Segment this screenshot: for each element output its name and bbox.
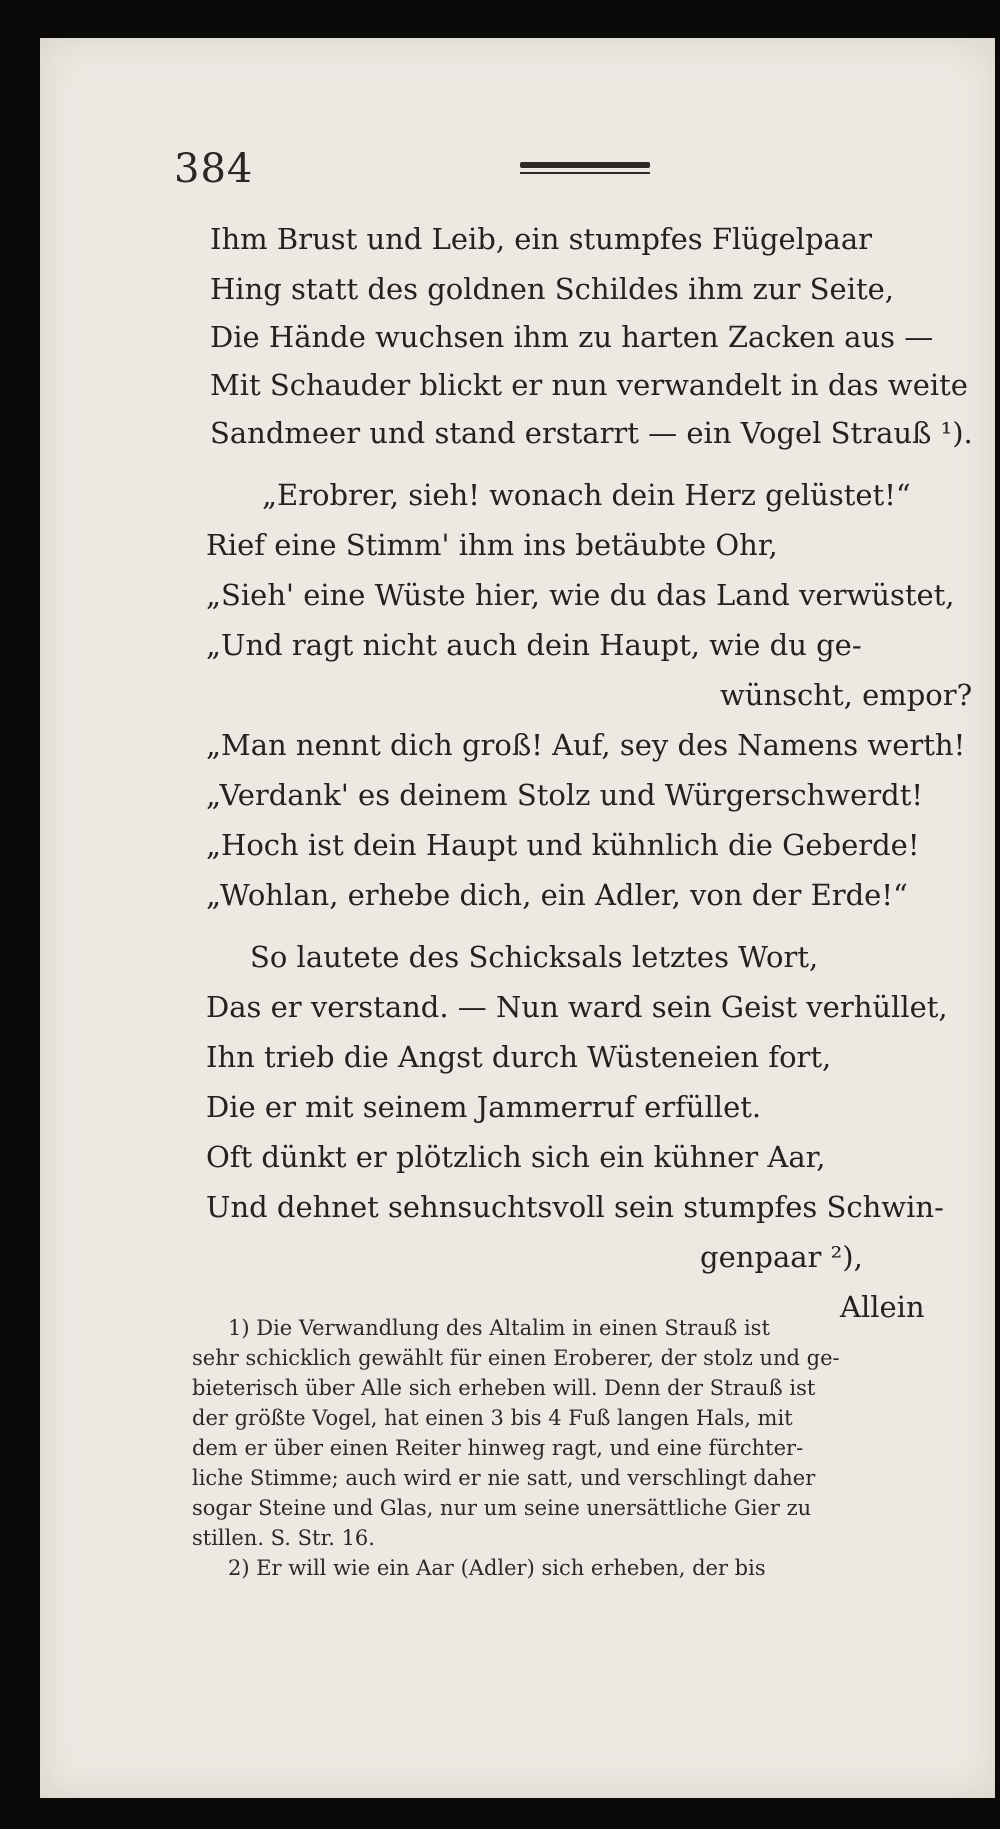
verse-line: „Man nennt dich groß! Auf, sey des Namens werth! [206,728,966,762]
verse-line: Die Hände wuchsen ihm zu harten Zacken aus — [210,320,934,354]
footnote-line: sehr schicklich gewählt für einen Eroberer, der stolz und ge- [192,1346,840,1370]
verse-line: Mit Schauder blickt er nun verwandelt in das weite [210,368,968,402]
catchword: Allein [840,1290,925,1324]
verse-line: Oft dünkt er plötzlich sich ein kühner Aar, [206,1140,826,1174]
verse-line: „Und ragt nicht auch dein Haupt, wie du ge- [206,628,862,662]
verse-line: „Wohlan, erhebe dich, ein Adler, von der Erde!“ [206,878,908,912]
verse-line: „Sieh' eine Wüste hier, wie du das Land verwüstet, [206,578,955,612]
footnote-line: 1) Die Verwandlung des Altalim in einen Strauß ist [228,1316,770,1340]
verse-line: Das er verstand. — Nun ward sein Geist verhüllet, [206,990,948,1024]
verse-line: Die er mit seinem Jammerruf erfüllet. [206,1090,762,1124]
footnote-line: sogar Steine und Glas, nur um seine unersättliche Gier zu [192,1496,812,1520]
ornament-thin-line [520,172,650,174]
ornament-thick-line [520,162,650,168]
verse-line: genpaar ²), [700,1240,863,1274]
page-number: 384 [174,146,254,192]
verse-line: So lautete des Schicksals letztes Wort, [250,940,819,974]
verse-line: Ihn trieb die Angst durch Wüsteneien fort, [206,1040,832,1074]
header-ornament-rule [520,162,650,176]
verse-line: Rief eine Stimm' ihm ins betäubte Ohr, [206,528,778,562]
footnote-line: liche Stimme; auch wird er nie satt, und verschlingt daher [192,1466,816,1490]
verse-line: Sandmeer und stand erstarrt — ein Vogel Strauß ¹). [210,416,973,450]
page-header [174,146,954,196]
footnote-line: 2) Er will wie ein Aar (Adler) sich erheben, der bis [228,1556,766,1580]
verse-line: „Erobrer, sieh! wonach dein Herz gelüstet!“ [262,478,911,512]
verse-line: Ihm Brust und Leib, ein stumpfes Flügelpaar [210,222,872,256]
verse-line: „Hoch ist dein Haupt und kühnlich die Geberde! [206,828,920,862]
footnote-line: der größte Vogel, hat einen 3 bis 4 Fuß langen Hals, mit [192,1406,793,1430]
verse-line: „Verdank' es deinem Stolz und Würgerschwerdt! [206,778,924,812]
verse-line: wünscht, empor? [720,678,973,712]
verse-line: Und dehnet sehnsuchtsvoll sein stumpfes Schwin- [206,1190,944,1224]
footnote-line: dem er über einen Reiter hinweg ragt, und eine fürchter- [192,1436,804,1460]
footnote-line: bieterisch über Alle sich erheben will. Denn der Strauß ist [192,1376,816,1400]
verse-line: Hing statt des goldnen Schildes ihm zur Seite, [210,272,895,306]
footnote-line: stillen. S. Str. 16. [192,1526,375,1550]
